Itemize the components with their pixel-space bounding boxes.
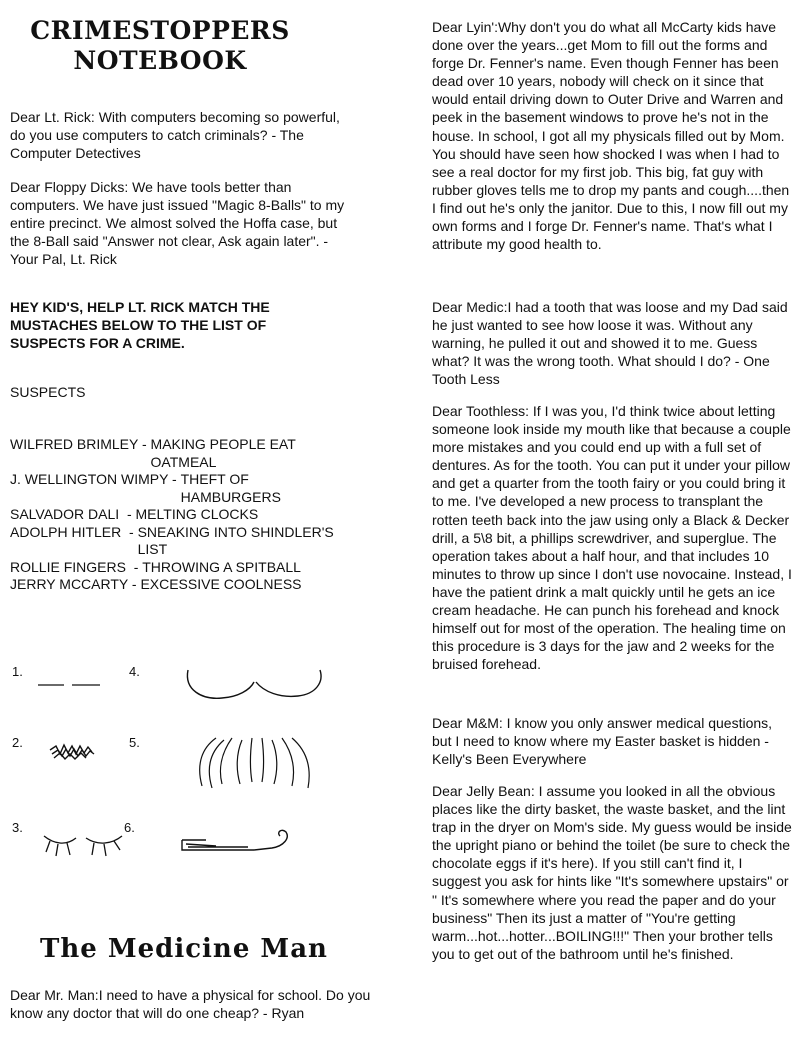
puzzle-instructions: HEY KID'S, HELP LT. RICK MATCH THE MUSTACHES BELOW TO THE LIST OF SUSPECTS FOR A CRIME.: [10, 299, 270, 351]
mustache-2-scribble-drawing: [48, 740, 98, 766]
mustache-number-3: 3.: [12, 820, 23, 835]
letter-mr-man: Dear Mr. Man:I need to have a physical for school. Do you know any doctor that will do one cheap? - Ryan: [10, 987, 371, 1021]
mustache-1-pencil-drawing: [36, 678, 106, 692]
suspect-name: ROLLIE FINGERS -: [10, 558, 143, 575]
masthead-line-2: NOTEBOOK: [73, 46, 247, 75]
mustache-4-handlebar-drawing: [184, 664, 326, 704]
mustache-3-eyelash-drawing: [40, 828, 126, 858]
suspect-name: SALVADOR DALI -: [10, 506, 136, 522]
suspect-name: J. WELLINGTON WIMPY -: [10, 471, 181, 487]
masthead: [10, 16, 310, 76]
letter-computer-detectives: Dear Lt. Rick: With computers becoming so powerful, do you use computers to catch criminals? - The Computer Detectives: [10, 109, 340, 161]
suspect-crime: EXCESSIVE COOLNESS: [140, 576, 302, 592]
reply-dear-lyin: Dear Lyin':Why don't you do what all McCarty kids have done over the years...get Mom to fill out the forms and forge Dr. Fenner's name. Even though Fenner has been dead over 10 years, nobody will check on it since that would entail driving down to Outer Drive and Warren and peek in the basement windows to prove he's not in the house. In school, I got all my physicals filled out by Mom. You should have seen how shocked I was when I had to see a real doctor for my first job. This big, fat guy with rubber gloves tells me to drop my pants and cough....then I find out he's only the janitor. Due to this, I now fill out my own forms and I forge Dr. Fenner's name. That's what I attribute my good health to.: [432, 19, 790, 253]
reply-dear-toothless: Dear Toothless: If I was you, I'd think twice about letting someone look inside my mouth like that because a couple more mistakes and you could end up with a full set of dentures. As for the tooth. You can put it under your pillow and get a quarter from the tooth fairy or you could bring it to me. I've developed a new process to transplant the rotten teeth back into the jaw using only a Black & Decker drill, a 5\8 bit, a phillips screwdriver, and superglue. The operation takes about a half hour, and that includes 10 minutes to throw up since I don't use novocaine. Instead, I have the patient drink a malt quickly until he gets an ice cream headache. He can punch his forehead and knock himself out for most of the operation. The healing time on this procedure is 3 days for the jaw and 2 weeks for the bruised forehead.: [432, 403, 792, 673]
medicine-man-title: The Medicine Man: [40, 934, 328, 964]
mustache-6-pencil-thin-drawing: [176, 826, 306, 858]
suspect-crime: THEFT OF HAMBURGERS: [180, 471, 281, 505]
suspect-item: [10, 559, 390, 577]
letter-dear-mm: Dear M&M: I know you only answer medical questions, but I need to know where my Easter basket is hidden - Kelly's Been Everywhere: [432, 715, 773, 768]
suspect-crime: THROWING A SPITBALL: [142, 558, 301, 575]
suspects-list: [10, 436, 390, 594]
suspect-name: ADOLPH HITLER -: [10, 523, 138, 540]
left-column: [10, 0, 390, 1040]
reply-dear-jelly-bean: Dear Jelly Bean: I assume you looked in all the obvious places like the dirty basket, the waste basket, and the lint trap in the dryer on Mom's side. My guess would be inside the upright piano or behind the toilet (be sure to check the chocolate eggs if it's here). If you still can't find it, I suggest you ask for hints like "It's somewhere upstairs" or " It's somewhere where you read the paper and do your business" Then its just a matter of "You're getting warm...hot...hotter...BOILING!!!" Then your brother tells you to get out of the bathroom until he's finished.: [432, 783, 792, 962]
suspect-crime: MELTING CLOCKS: [135, 506, 259, 522]
masthead-line-1: CRIMESTOPPERS: [30, 16, 290, 45]
letter-dear-medic: Dear Medic:I had a tooth that was loose and my Dad said he just wanted to see how loose it was. Without any warning, he pulled it out and showed it to me. Guess what? It was the wrong tooth. What should I do? - One Tooth Less: [432, 299, 788, 388]
mustache-number-4: 4.: [129, 664, 140, 679]
suspect-name: WILFRED BRIMLEY -: [10, 436, 151, 452]
mustache-number-5: 5.: [129, 735, 140, 750]
mustache-number-2: 2.: [12, 735, 23, 750]
suspect-name: JERRY MCCARTY -: [10, 576, 141, 592]
mustache-5-walrus-drawing: [186, 732, 326, 794]
suspect-item: [10, 506, 390, 524]
mustache-number-6: 6.: [124, 820, 135, 835]
reply-lt-rick: Dear Floppy Dicks: We have tools better than computers. We have just issued "Magic 8-Balls" to my entire precinct. We almost solved the Hoffa case, but the 8-Ball said "Answer not clear, Ask again later". - Your Pal, Lt. Rick: [10, 179, 345, 267]
suspect-crime: MAKING PEOPLE EAT OATMEAL: [150, 436, 296, 470]
suspect-crime: SNEAKING INTO SHINDLER'S LIST: [137, 523, 334, 557]
suspect-item: [10, 436, 390, 471]
mustache-number-1: 1.: [12, 664, 23, 679]
right-column: [432, 0, 794, 1040]
suspect-item: [10, 471, 390, 506]
suspect-item: [10, 576, 390, 594]
suspects-heading: SUSPECTS: [10, 384, 86, 400]
suspect-item: [10, 524, 390, 559]
